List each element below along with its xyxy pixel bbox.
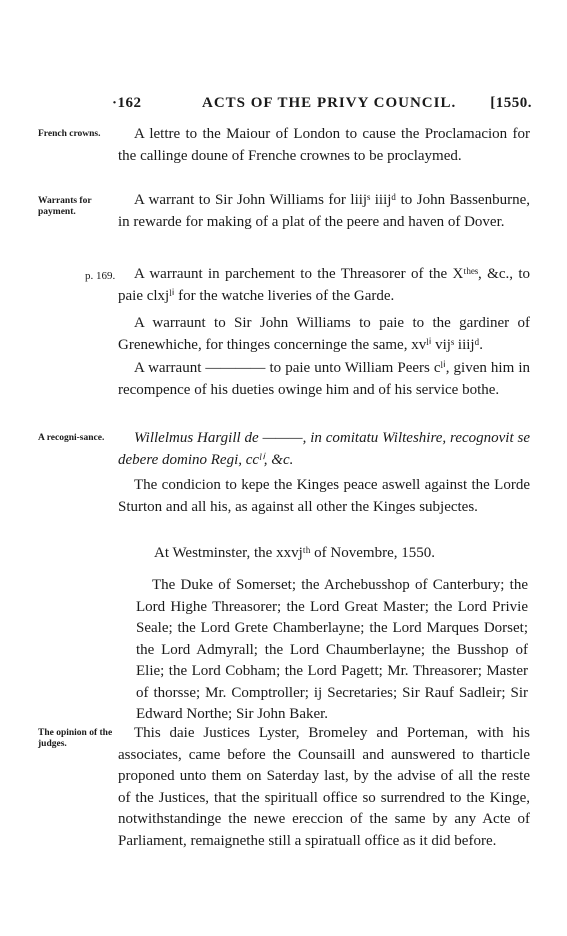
margin-note-opinion-judges: The opinion of the judges. [38, 728, 113, 749]
council-attendance-list: The Duke of Somerset; the Archebusshop of Canterbury; the Lord Highe Threasorer; the Lord Great Master; the Lord Privie Seale; the Lord Grete Chamberlayne; the Lord Marques Dorset; the Lord Admyrall; the Lord Chaumberlayne; the Busshop of Elie; the Lord Cobham; the Lord Pagett; Mr. Threasorer; Master of thorsse; Mr. Comptroller; ij Secretaries; Sir Rauf Sadleir; Sir Edward Northe; Sir John Baker. [136, 577, 528, 722]
paragraph-recognisance: Willelmus Hargill de ———, in comitatu Wilteshire, recognovit se debere domino Regi, ccˡⁱ, &c. [118, 430, 530, 468]
running-header [112, 95, 532, 117]
paragraph-proclamation: A lettre to the Maiour of London to cause the Proclamacion for the callinge doune of Frenche crownes to be proclaymed. [118, 126, 530, 164]
meeting-heading: At Westminster, the xxvjᵗʰ of Novembre, 1550. [154, 545, 435, 561]
margin-note-warrants: Warrants for payment. [38, 196, 92, 217]
paragraph-judges-opinion: This daie Justices Lyster, Bromeley and Porteman, with his associates, came before the Counsaill and aunswered to tharticle proponed unto them on Saterday last, by the advise of all the reste of the Justices, that the spirituall office so surrendred to the Kinge, notwithstandinge the newe ereccion of the same by any Acte of Parliament, remaignethe still a spiratuall office as it did before. [118, 725, 530, 849]
running-title: ACTS OF THE PRIVY COUNCIL. [202, 95, 457, 111]
paragraph-warrant-threasorer: A warraunt in parchement to the Threasorer of the Xᵗʰᵉˢ, &c., to paie clxjˡⁱ for the watche liveries of the Garde. [118, 266, 530, 304]
margin-note-recognisance: A recogni-sance. [38, 433, 105, 443]
year-marker: [1550. [490, 95, 532, 111]
margin-note-french-crowns: French crowns. [38, 129, 101, 139]
paragraph-condicion: The condicion to kepe the Kinges peace aswell against the Lorde Sturton and all his, as against all other the Kinges subjectes. [118, 477, 530, 515]
paragraph-warrant-peers: A warraunt ———— to paie unto William Peers cˡⁱ, given him in recompence of his dueties owinge him and of his service bothe. [118, 360, 530, 398]
page-number: ·162 [112, 95, 142, 111]
margin-page-ref: p. 169. [85, 270, 116, 282]
paragraph-warrant-gardiner: A warraunt to Sir John Williams to paie to the gardiner of Grenewhiche, for thinges concerninge the same, xvˡⁱ vijˢ iiijᵈ. [118, 315, 530, 353]
paragraph-warrant-bassenburne: A warrant to Sir John Williams for liijˢ iiijᵈ to John Bassenburne, in rewarde for making of a plat of the peere and haven of Dover. [118, 192, 530, 230]
